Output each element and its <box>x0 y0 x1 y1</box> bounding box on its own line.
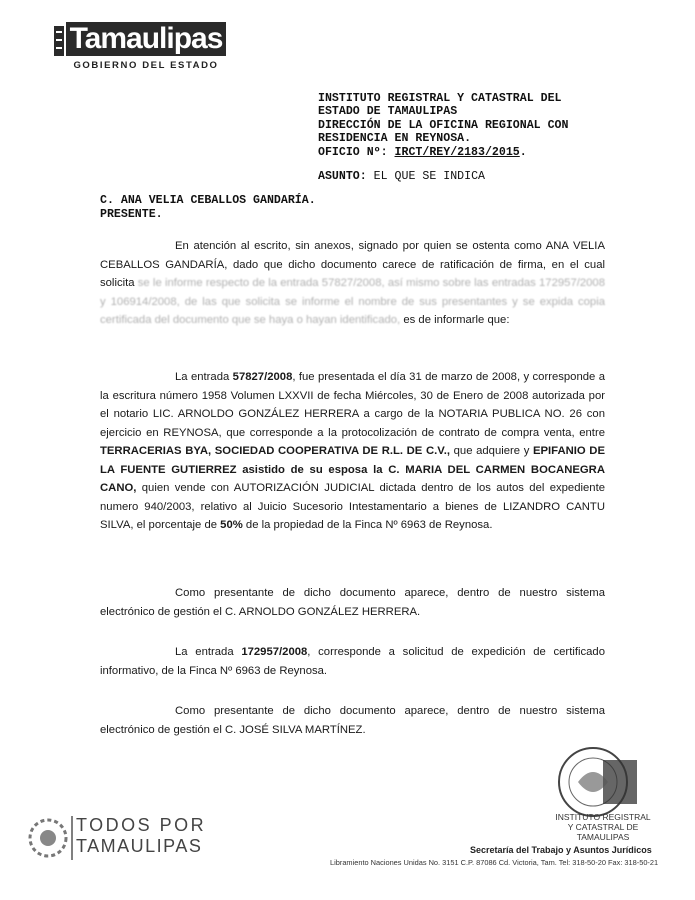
addressee-name: C. ANA VELIA CEBALLOS GANDARÍA. <box>100 194 316 207</box>
entry-number: 172957/2008 <box>241 646 308 658</box>
redacted-text: presentantes y se expida copia certificada del documento que se haya o hayan identificado, <box>100 295 606 326</box>
footer-department: Secretaría del Trabajo y Asuntos Jurídicos <box>470 845 652 855</box>
percentage: 50% <box>220 519 243 531</box>
paragraph-5: Como presentante de dicho documento aparece, dentro de nuestro sistema electrónico de gestión el C. JOSÉ SILVA MARTÍNEZ. <box>100 705 605 736</box>
logo-emblem-icon <box>52 24 66 58</box>
footer-address: Libramiento Naciones Unidas No. 3151 C.P. 87086 Cd. Victoria, Tam. Tel: 318-50-20 Fax: 318-50-21 <box>330 858 659 867</box>
oficio-line <box>318 146 603 159</box>
logo-subtitle: GOBIERNO DEL ESTADO <box>73 60 219 71</box>
para1-text-b: es de informarle que: <box>403 314 510 326</box>
official-seal-icon <box>548 742 648 822</box>
entry-number: 57827/2008 <box>232 371 293 383</box>
para2-text: , fue presentada el día 31 de marzo de 2008, y corresponde a la escritura número 1958 Volumen LXXVII de fecha Miércoles, 30 de Enero de 2008 autorizada por el notario LIC. ARNOLDO GONZÁLEZ HERRERA a cargo de la NOTARIA PUBLICA NO. 26 con ejercicio en REYNOSA, que corresponde a la protocolización de contrato de compra venta, entre <box>100 371 605 439</box>
asunto-label: ASUNTO: <box>318 170 367 183</box>
para2-text: quien vende con AUTORIZACIÓN JUDICIAL dictada dentro de los autos del expediente numero 940/2003, relativo al Juicio Sucesorio Intestamentario a bienes de LIZANDRO CANTU SILVA, el porcentaje de <box>100 482 605 531</box>
seal-line: TAMAULIPAS <box>576 832 630 842</box>
header-block <box>318 92 603 159</box>
asunto-line <box>318 170 485 183</box>
seal-line: Y CATASTRAL DE <box>567 822 639 832</box>
para2-text: de la propiedad de la Finca Nº 6963 de Reynosa. <box>242 519 493 531</box>
addressee-greeting: PRESENTE. <box>100 208 163 221</box>
paragraph-2 <box>100 368 605 535</box>
para1-text-a: En atención al escrito, sin anexos, signado por quien se ostenta como ANA VELIA CEBALLOS GANDARÍA, dado que dicho documento carece de ratificación de firma, en el cual solicita <box>100 240 605 289</box>
para4-text: La entrada <box>175 646 242 658</box>
paragraph-1 <box>100 237 605 330</box>
para2-text: La entrada <box>175 371 233 383</box>
para4-text: , corresponde a solicitud de expedición de certificado informativo, de la Finca Nº 6963 de Reynosa. <box>100 646 605 677</box>
footer-slogan-line-2: TAMAULIPAS <box>76 836 203 856</box>
oficio-number: IRCT/REY/2183/2015 <box>394 145 520 159</box>
oficio-end: . <box>519 145 527 159</box>
redacted-text: se le informe respecto de la entrada 57827/2008, así mismo sobre las <box>137 277 489 289</box>
seal-line: INSTITUTO REGISTRAL <box>555 812 651 822</box>
asunto-value: EL QUE SE INDICA <box>366 170 485 183</box>
redacted-text: entradas 172957/2008 y 106914/2008, de las que solicita se informe el nombre de sus <box>100 277 605 308</box>
header-line: ESTADO DE TAMAULIPAS <box>318 105 458 119</box>
seller-name: EPIFANIO DE LA FUENTE GUTIERREZ asistido de su esposa la C. MARIA DEL CARMEN BOCANEGRA CANO, <box>100 445 605 494</box>
addressee-block <box>100 194 316 222</box>
header-line: INSTITUTO REGISTRAL Y CATASTRAL DEL <box>318 92 562 105</box>
oficio-label: OFICIO Nº: <box>318 145 395 159</box>
logo-wordmark: Tamaulipas <box>66 22 226 56</box>
para2-text: que adquiere y <box>450 445 533 457</box>
header-line: RESIDENCIA EN REYNOSA. <box>318 132 472 146</box>
seal-caption <box>548 812 658 842</box>
header-line: DIRECCIÓN DE LA OFICINA REGIONAL CON <box>318 118 569 132</box>
buyer-name: TERRACERIAS BYA, SOCIEDAD COOPERATIVA DE R.L. DE C.V., <box>100 445 451 457</box>
paragraph-4 <box>100 643 605 680</box>
paragraph-3: Como presentante de dicho documento aparece, dentro de nuestro sistema electrónico de gestión el C. ARNOLDO GONZÁLEZ HERRERA. <box>100 587 605 618</box>
footer-slogan-line-1: TODOS POR <box>76 815 207 835</box>
